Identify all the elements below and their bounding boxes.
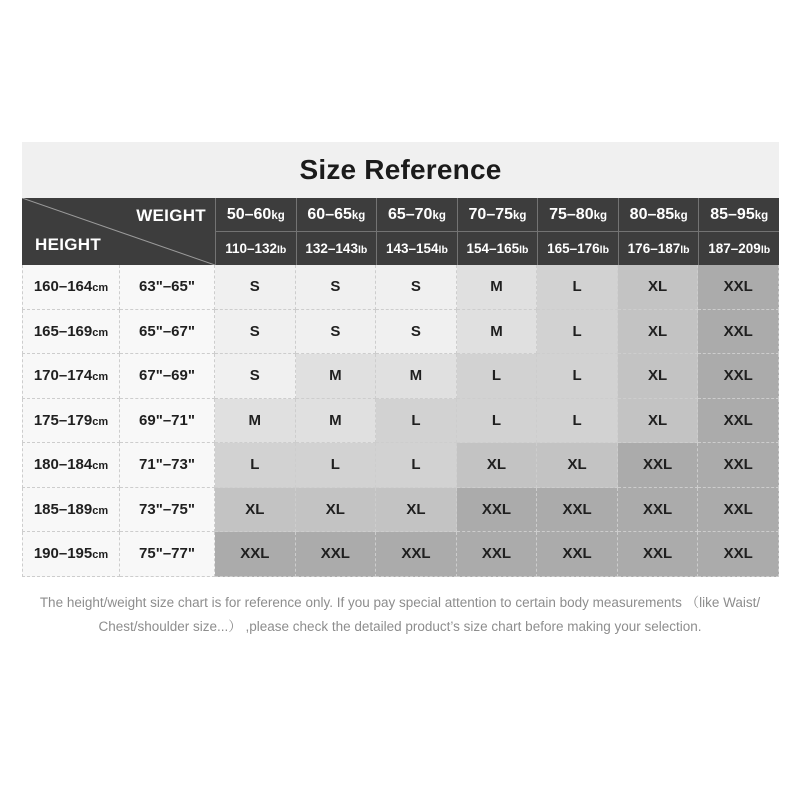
- height-cm-cell: 175–179 cm: [22, 399, 120, 444]
- height-inch-cell: 71"–73": [120, 443, 215, 488]
- size-cell: XXL: [698, 310, 779, 355]
- table-title: Size Reference: [22, 142, 779, 198]
- size-cell: XXL: [537, 532, 618, 577]
- size-cell: XL: [618, 265, 699, 310]
- size-cell: XXL: [457, 488, 538, 533]
- weight-column-header: [215, 198, 296, 265]
- size-cell: M: [215, 399, 296, 444]
- size-cell: XXL: [618, 443, 699, 488]
- size-cell: XXL: [376, 532, 457, 577]
- size-cell: XXL: [698, 443, 779, 488]
- size-cell: XL: [376, 488, 457, 533]
- size-cell: M: [376, 354, 457, 399]
- size-cell: XXL: [698, 265, 779, 310]
- weight-lb-range: 165–176 lb: [547, 241, 610, 256]
- size-cell: XXL: [618, 488, 699, 533]
- size-cell: XL: [618, 354, 699, 399]
- weight-column-header: [618, 198, 699, 265]
- size-cell: XXL: [296, 532, 377, 577]
- size-cell: M: [296, 354, 377, 399]
- height-inch-cell: 65"–67": [120, 310, 215, 355]
- height-cm-cell: 170–174 cm: [22, 354, 120, 399]
- disclaimer-line-1: The height/weight size chart is for reference only. If you pay special attention to certain body measurements （like Waist/: [39, 595, 761, 610]
- size-cell: S: [215, 310, 296, 355]
- weight-kg-range: 80–85 kg: [619, 198, 699, 232]
- size-cell: XXL: [618, 532, 699, 577]
- height-cm-cell: 165–169 cm: [22, 310, 120, 355]
- height-cm-cell: 190–195 cm: [22, 532, 120, 577]
- weight-kg-range: 75–80 kg: [538, 198, 618, 232]
- weight-column-header: [457, 198, 538, 265]
- table-row: [22, 310, 779, 355]
- weight-column-header: [376, 198, 457, 265]
- height-inch-cell: 69"–71": [120, 399, 215, 444]
- height-inch-cell: 75"–77": [120, 532, 215, 577]
- weight-lb-range: 132–143 lb: [305, 241, 368, 256]
- size-cell: XL: [618, 399, 699, 444]
- size-cell: XXL: [698, 399, 779, 444]
- size-cell: XL: [537, 443, 618, 488]
- size-cell: L: [457, 354, 538, 399]
- disclaimer-note: [0, 591, 800, 639]
- weight-kg-range: 60–65 kg: [297, 198, 377, 232]
- size-cell: L: [376, 443, 457, 488]
- weight-axis-label: WEIGHT: [136, 206, 206, 225]
- size-cell: L: [537, 310, 618, 355]
- size-cell: XL: [618, 310, 699, 355]
- weight-kg-range: 70–75 kg: [458, 198, 538, 232]
- weight-column-header: [698, 198, 779, 265]
- size-reference-table: [22, 142, 779, 577]
- table-row: [22, 354, 779, 399]
- weight-kg-range: 50–60 kg: [216, 198, 296, 232]
- height-inch-cell: 67"–69": [120, 354, 215, 399]
- size-cell: M: [296, 399, 377, 444]
- size-cell: XXL: [215, 532, 296, 577]
- size-cell: S: [376, 310, 457, 355]
- size-cell: L: [296, 443, 377, 488]
- size-cell: S: [296, 265, 377, 310]
- weight-lb-range: 154–165 lb: [466, 241, 529, 256]
- weight-kg-range: 65–70 kg: [377, 198, 457, 232]
- table-row: [22, 399, 779, 444]
- size-cell: XXL: [698, 532, 779, 577]
- height-axis-label: HEIGHT: [35, 235, 102, 254]
- height-cm-cell: 185–189 cm: [22, 488, 120, 533]
- size-cell: L: [457, 399, 538, 444]
- size-cell: S: [215, 265, 296, 310]
- size-cell: XXL: [698, 354, 779, 399]
- size-cell: L: [537, 399, 618, 444]
- table-body: [22, 265, 779, 577]
- size-cell: S: [215, 354, 296, 399]
- size-cell: L: [376, 399, 457, 444]
- size-cell: XL: [215, 488, 296, 533]
- weight-lb-range: 143–154 lb: [385, 241, 448, 256]
- size-cell: XXL: [457, 532, 538, 577]
- height-cm-cell: 160–164 cm: [22, 265, 120, 310]
- size-cell: L: [215, 443, 296, 488]
- height-inch-cell: 63"–65": [120, 265, 215, 310]
- size-cell: XXL: [537, 488, 618, 533]
- weight-lb-range: 187–209 lb: [708, 241, 771, 256]
- size-cell: L: [537, 354, 618, 399]
- size-cell: M: [457, 310, 538, 355]
- table-row: [22, 488, 779, 533]
- table-row: [22, 265, 779, 310]
- size-cell: L: [537, 265, 618, 310]
- size-cell: XXL: [698, 488, 779, 533]
- height-cm-cell: 180–184 cm: [22, 443, 120, 488]
- size-cell: XL: [457, 443, 538, 488]
- size-cell: S: [296, 310, 377, 355]
- height-inch-cell: 73"–75": [120, 488, 215, 533]
- weight-column-header: [296, 198, 377, 265]
- weight-column-header: [537, 198, 618, 265]
- table-header-row: [22, 198, 779, 265]
- size-cell: XL: [296, 488, 377, 533]
- header-corner-cell: [22, 198, 215, 265]
- disclaimer-line-2: Chest/shoulder size...） ,please check the detailed product’s size chart before making your selection.: [98, 619, 702, 634]
- weight-lb-range: 110–132 lb: [225, 241, 287, 256]
- size-cell: S: [376, 265, 457, 310]
- weight-lb-range: 176–187 lb: [627, 241, 690, 256]
- size-cell: M: [457, 265, 538, 310]
- table-row: [22, 532, 779, 577]
- weight-kg-range: 85–95 kg: [699, 198, 779, 232]
- table-row: [22, 443, 779, 488]
